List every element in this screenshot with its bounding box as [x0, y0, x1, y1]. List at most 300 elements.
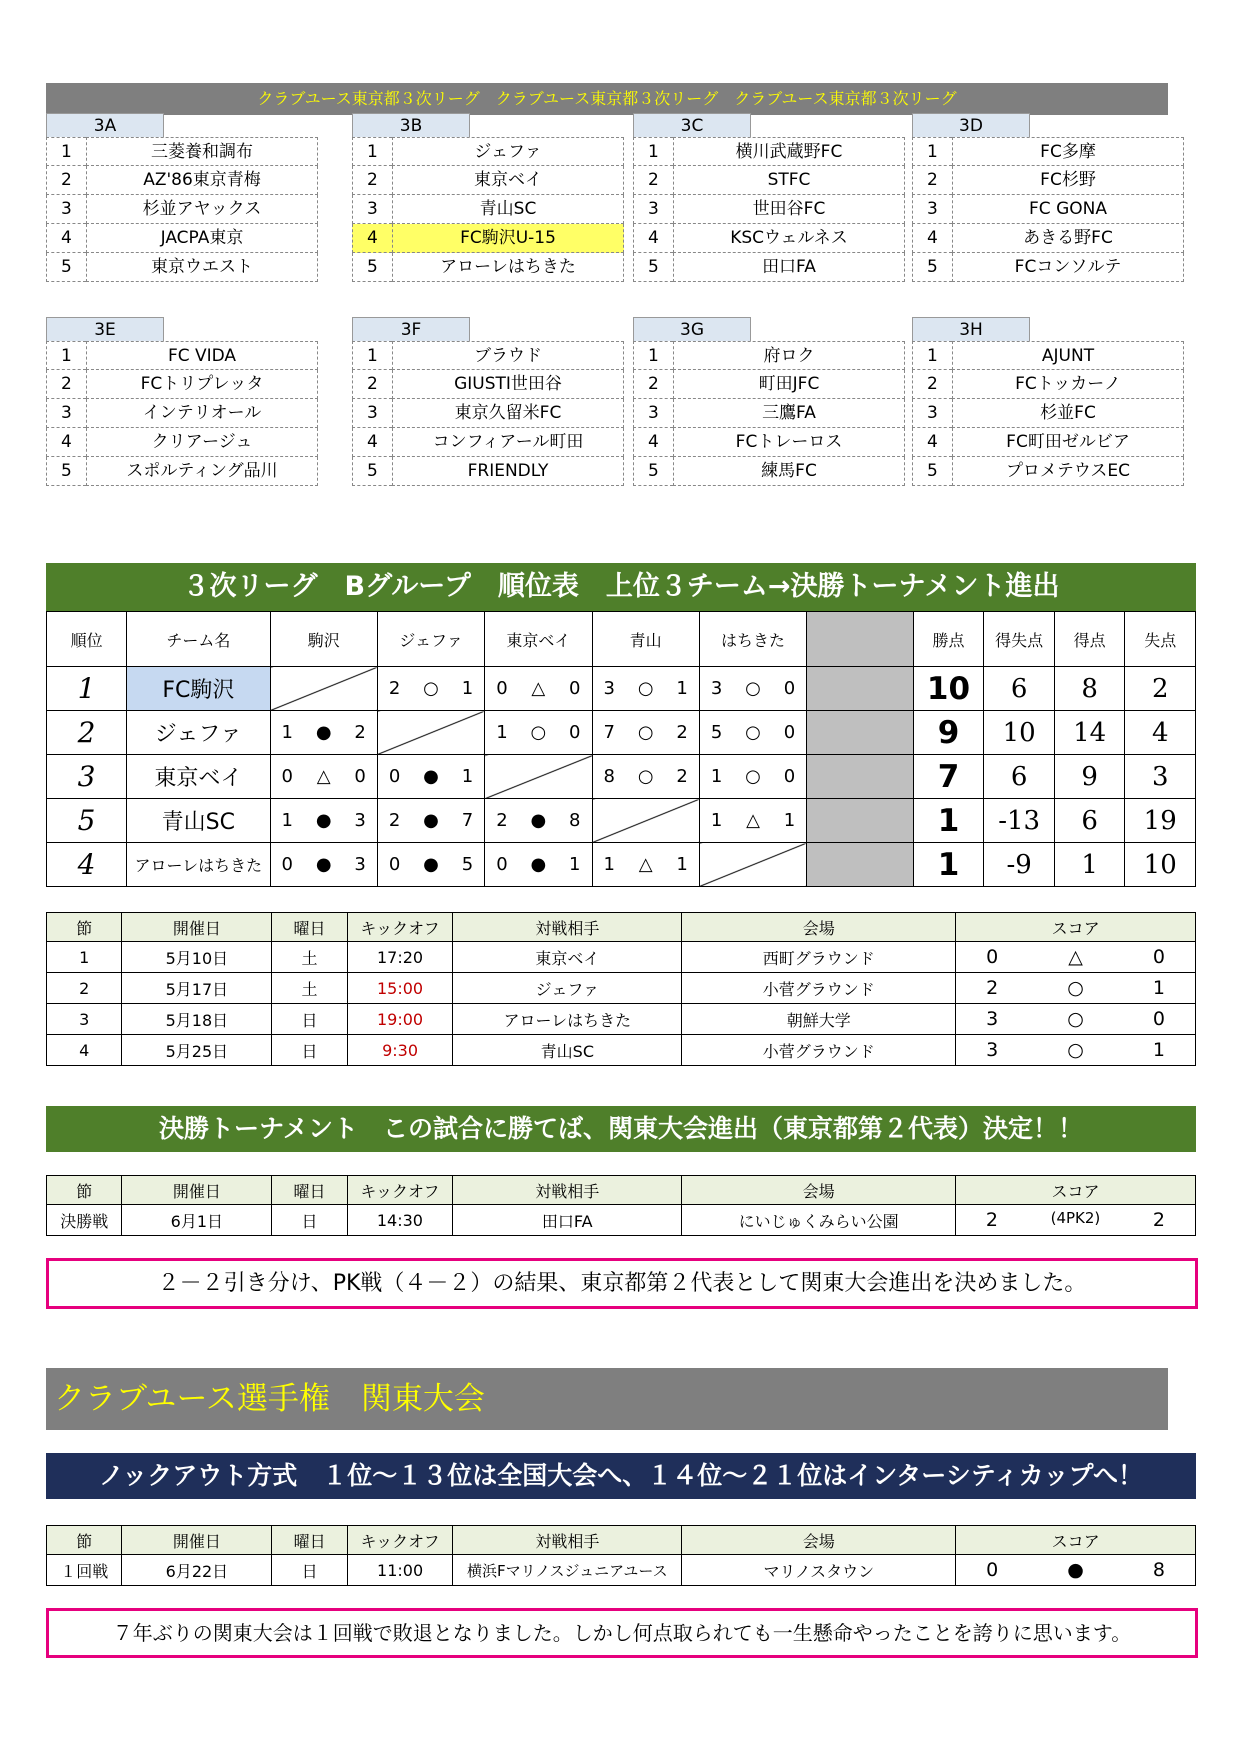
group-row [912, 224, 1184, 253]
fixture-row [47, 973, 1196, 1004]
team-name: あきる野FC [952, 224, 1184, 253]
group-row [46, 253, 318, 282]
col-header: チーム名 [127, 612, 270, 667]
fixture-row [47, 1205, 1196, 1236]
goals-for: 6 [1054, 799, 1125, 843]
team-name: FCトレーロス [673, 428, 905, 457]
kickoff-time: 9:30 [347, 1035, 452, 1066]
opponent: 東京ベイ [453, 942, 682, 973]
team-name: クリアージュ [86, 428, 318, 457]
team-name: FC駒沢U-15 [392, 224, 624, 253]
group-row [912, 195, 1184, 224]
standings-row [47, 711, 1196, 755]
empty-column [807, 612, 914, 667]
points: 1 [913, 799, 984, 843]
weekday: 土 [272, 973, 347, 1004]
group-name: 3B [352, 113, 470, 137]
team-name: ブラウド [392, 341, 624, 370]
venue: 西町グラウンド [682, 942, 956, 973]
col-header: 得点 [1054, 612, 1125, 667]
score [956, 1039, 1195, 1061]
col-header: 開催日 [122, 913, 272, 942]
rank: 4 [47, 843, 127, 887]
goal-difference: 6 [984, 755, 1055, 799]
result-mark: ○ [1067, 1039, 1084, 1061]
goals-against: 2 [1125, 667, 1196, 711]
col-header: 開催日 [122, 1176, 272, 1205]
team-name: 世田谷FC [673, 195, 905, 224]
venue: 朝鮮大学 [682, 1004, 956, 1035]
goals-for: 1 [1054, 843, 1125, 887]
group-row [46, 370, 318, 399]
match-date: 5月10日 [122, 942, 272, 973]
team-name: 東京ベイ [127, 755, 270, 799]
goal-difference: 6 [984, 667, 1055, 711]
empty-column [807, 843, 914, 887]
col-header: 会場 [682, 913, 956, 942]
team-name: FC多摩 [952, 137, 1184, 166]
goals: 2 [388, 810, 401, 831]
goals: 0 [354, 766, 366, 787]
match-result [699, 667, 806, 711]
rank: 1 [47, 667, 127, 711]
self-cell [699, 843, 806, 887]
goal-difference: -13 [984, 799, 1055, 843]
score [379, 766, 483, 787]
match-date: 6月22日 [122, 1555, 272, 1586]
match-date: 5月18日 [122, 1004, 272, 1035]
goals: 5 [461, 854, 474, 875]
goals: 1 [710, 810, 723, 831]
result-mark: △ [316, 766, 331, 787]
position-number: 3 [912, 399, 952, 428]
fixture-row [47, 1555, 1196, 1586]
goals: 1 [1152, 977, 1165, 999]
group-row [633, 341, 905, 370]
final-tournament-header: 決勝トーナメント この試合に勝てば、関東大会進出（東京都第２代表）決定！！ [46, 1106, 1196, 1152]
goals: 8 [569, 810, 581, 831]
team-name: 三鷹FA [673, 399, 905, 428]
match-result [377, 755, 484, 799]
col-header: 対戦相手 [453, 1526, 682, 1555]
goals: 5 [710, 722, 723, 743]
match-result [592, 667, 699, 711]
round: 3 [47, 1004, 122, 1035]
final-fixture-table [46, 1175, 1196, 1236]
goals-for: 9 [1054, 755, 1125, 799]
kickoff-time: 14:30 [347, 1205, 452, 1236]
standings-row [47, 755, 1196, 799]
score [594, 854, 698, 875]
score-cell [956, 1555, 1196, 1586]
points: 7 [913, 755, 984, 799]
result-mark: △ [638, 854, 653, 875]
score [486, 810, 590, 831]
kanto-fixture-table [46, 1525, 1196, 1586]
group-row [46, 195, 318, 224]
team-name: 府ロク [673, 341, 905, 370]
goals: 1 [603, 854, 615, 875]
group-name: 3E [46, 317, 164, 341]
team-name: STFC [673, 166, 905, 195]
team-name: 横川武蔵野FC [673, 137, 905, 166]
goals: 1 [1152, 1039, 1165, 1061]
goals: 0 [569, 722, 581, 743]
group-row [912, 166, 1184, 195]
goals: 0 [388, 854, 401, 875]
position-number: 4 [46, 224, 86, 253]
group-row [633, 224, 905, 253]
col-header: 青山 [592, 612, 699, 667]
col-header: 勝点 [913, 612, 984, 667]
result-mark: ● [530, 854, 547, 875]
goals: 0 [569, 678, 581, 699]
round: 4 [47, 1035, 122, 1066]
match-result [592, 843, 699, 887]
standings-row [47, 667, 1196, 711]
group-row [912, 253, 1184, 282]
venue: マリノスタウン [682, 1555, 956, 1586]
position-number: 4 [352, 428, 392, 457]
team-name: 田口FA [673, 253, 905, 282]
group-row [46, 428, 318, 457]
goals: 1 [569, 854, 581, 875]
position-number: 1 [46, 137, 86, 166]
team-name: スポルティング品川 [86, 457, 318, 486]
result-mark: ● [315, 810, 332, 831]
round: １回戦 [47, 1555, 122, 1586]
weekday: 日 [272, 1555, 347, 1586]
goals: 1 [676, 854, 688, 875]
position-number: 1 [352, 137, 392, 166]
weekday: 日 [272, 1035, 347, 1066]
group-row [46, 341, 318, 370]
score-cell [956, 1004, 1196, 1035]
group-row [46, 137, 318, 166]
group-row [912, 457, 1184, 486]
col-header: スコア [955, 1176, 1195, 1205]
position-number: 1 [912, 137, 952, 166]
result-mark: ● [315, 722, 332, 743]
goals: 7 [461, 810, 474, 831]
position-number: 2 [352, 166, 392, 195]
group-row [633, 253, 905, 282]
team-name: 東京ベイ [392, 166, 624, 195]
col-header: 曜日 [272, 1526, 347, 1555]
position-number: 4 [352, 224, 392, 253]
team-name: 東京ウエスト [86, 253, 318, 282]
team-name: アローレはちきた [392, 253, 624, 282]
match-date: 5月17日 [122, 973, 272, 1004]
col-header: 会場 [682, 1176, 956, 1205]
goals: 0 [783, 766, 796, 787]
team-name: プロメテウスEC [952, 457, 1184, 486]
empty-column [807, 711, 914, 755]
team-name: AZ'86東京青梅 [86, 166, 318, 195]
position-number: 2 [46, 370, 86, 399]
self-cell [377, 711, 484, 755]
points: 10 [913, 667, 984, 711]
match-result [270, 843, 377, 887]
opponent: 横浜Fマリノスジュニアユース [453, 1555, 682, 1586]
goals: 0 [986, 946, 999, 968]
team-name: FCコンソルテ [952, 253, 1184, 282]
round: 1 [47, 942, 122, 973]
position-number: 5 [912, 253, 952, 282]
result-mark: ● [315, 854, 332, 875]
team-name: 杉並アヤックス [86, 195, 318, 224]
col-header: 開催日 [122, 1526, 272, 1555]
fixture-row [47, 942, 1196, 973]
top-banner: クラブユース東京都３次リーグ クラブユース東京都３次リーグ クラブユース東京都３次リーグ [46, 83, 1168, 115]
group-name: 3D [912, 113, 1030, 137]
score [272, 722, 376, 743]
score [379, 810, 483, 831]
col-header: 順位 [47, 612, 127, 667]
team-name: FC VIDA [86, 341, 318, 370]
kickoff-time: 19:00 [347, 1004, 452, 1035]
position-number: 2 [352, 370, 392, 399]
weekday: 土 [272, 942, 347, 973]
fixture-row [47, 1004, 1196, 1035]
position-number: 1 [633, 137, 673, 166]
score [272, 766, 376, 787]
team-name: AJUNT [952, 341, 1184, 370]
group-3d [912, 113, 1184, 282]
match-date: 6月1日 [122, 1205, 272, 1236]
self-cell [592, 799, 699, 843]
position-number: 2 [46, 166, 86, 195]
position-number: 2 [912, 370, 952, 399]
position-number: 3 [912, 195, 952, 224]
result-mark: ● [530, 810, 547, 831]
venue: 小菅グラウンド [682, 1035, 956, 1066]
group-row [633, 457, 905, 486]
score [701, 678, 805, 699]
score [594, 722, 698, 743]
col-header: 失点 [1125, 612, 1196, 667]
result-mark: ● [423, 854, 439, 875]
group-row [352, 224, 624, 253]
weekday: 日 [272, 1004, 347, 1035]
group-row [352, 195, 624, 224]
group-row [912, 399, 1184, 428]
col-header: 会場 [682, 1526, 956, 1555]
goals: 2 [676, 766, 688, 787]
col-header: スコア [956, 913, 1196, 942]
team-name: JACPA東京 [86, 224, 318, 253]
position-number: 1 [633, 341, 673, 370]
group-row [46, 399, 318, 428]
score [701, 766, 805, 787]
position-number: 2 [912, 166, 952, 195]
rank: 3 [47, 755, 127, 799]
fixture-header-row [47, 1176, 1196, 1205]
group-row [352, 166, 624, 195]
position-number: 4 [633, 428, 673, 457]
rank: 2 [47, 711, 127, 755]
col-header: 得失点 [984, 612, 1055, 667]
team-name: KSCウェルネス [673, 224, 905, 253]
position-number: 3 [46, 195, 86, 224]
goals: 0 [783, 678, 796, 699]
position-number: 5 [352, 253, 392, 282]
score [486, 678, 590, 699]
group-name: 3A [46, 113, 164, 137]
result-mark: ○ [637, 766, 654, 787]
goals: 8 [603, 766, 615, 787]
round: 2 [47, 973, 122, 1004]
team-name: FCトッカーノ [952, 370, 1184, 399]
team-name: 三菱養和調布 [86, 137, 318, 166]
group-row [912, 137, 1184, 166]
group-row [912, 428, 1184, 457]
goals-against: 10 [1125, 843, 1196, 887]
result-mark: △ [746, 810, 760, 831]
goals: 0 [388, 766, 401, 787]
knockout-header: ノックアウト方式 １位～１３位は全国大会へ、１４位～２１位はインターシティカップへ！ [46, 1453, 1196, 1499]
team-name: 東京久留米FC [392, 399, 624, 428]
empty-column [807, 667, 914, 711]
position-number: 2 [633, 166, 673, 195]
team-name: インテリオール [86, 399, 318, 428]
position-number: 1 [352, 341, 392, 370]
goals-against: 3 [1125, 755, 1196, 799]
group-3f [352, 317, 624, 486]
group-row [352, 341, 624, 370]
goals: 3 [354, 810, 366, 831]
goals: 3 [710, 678, 723, 699]
score [956, 1209, 1195, 1231]
group-3c [633, 113, 905, 282]
position-number: 4 [912, 224, 952, 253]
goals: 2 [1152, 1209, 1165, 1231]
match-result [699, 711, 806, 755]
team-name: アローレはちきた [127, 843, 270, 887]
group-row [352, 457, 624, 486]
col-header: 節 [47, 1526, 122, 1555]
match-date: 5月25日 [122, 1035, 272, 1066]
match-result [270, 755, 377, 799]
position-number: 4 [912, 428, 952, 457]
group-row [633, 137, 905, 166]
opponent: アローレはちきた [453, 1004, 682, 1035]
match-result [270, 711, 377, 755]
score-cell [956, 973, 1196, 1004]
position-number: 3 [633, 399, 673, 428]
result-mark: ○ [530, 722, 547, 743]
goals: 0 [1152, 946, 1165, 968]
col-header: 駒沢 [270, 612, 377, 667]
goals: 2 [354, 722, 366, 743]
result-mark: ○ [1067, 977, 1084, 999]
match-result [485, 799, 592, 843]
col-header: 曜日 [272, 1176, 347, 1205]
score [956, 1008, 1195, 1030]
goals-for: 8 [1054, 667, 1125, 711]
empty-column [807, 755, 914, 799]
kickoff-time: 17:20 [347, 942, 452, 973]
goals: 3 [354, 854, 366, 875]
group-row [352, 428, 624, 457]
result-mark: ○ [637, 722, 654, 743]
result-mark: (4PK2) [1050, 1209, 1101, 1227]
result-mark: ○ [745, 722, 761, 743]
goals: 7 [603, 722, 615, 743]
goals-against: 4 [1125, 711, 1196, 755]
position-number: 1 [912, 341, 952, 370]
fixture-header-row [47, 913, 1196, 942]
col-header: 対戦相手 [453, 1176, 682, 1205]
goals: 1 [783, 810, 796, 831]
self-cell [270, 667, 377, 711]
venue: 小菅グラウンド [682, 973, 956, 1004]
team-name: FC GONA [952, 195, 1184, 224]
standings-table [46, 611, 1196, 887]
position-number: 5 [633, 253, 673, 282]
col-header: はちきた [699, 612, 806, 667]
team-name: FCトリプレッタ [86, 370, 318, 399]
team-name: 杉並FC [952, 399, 1184, 428]
group-3e [46, 317, 318, 486]
goals: 8 [1152, 1559, 1165, 1581]
score-cell [956, 1035, 1196, 1066]
group-row [633, 370, 905, 399]
position-number: 5 [912, 457, 952, 486]
result-mark: ● [423, 810, 439, 831]
position-number: 2 [633, 370, 673, 399]
goals: 2 [985, 1209, 998, 1231]
goals: 1 [281, 722, 293, 743]
kickoff-time: 11:00 [347, 1555, 452, 1586]
goals: 0 [281, 854, 293, 875]
goals: 0 [783, 722, 796, 743]
opponent: ジェファ [453, 973, 682, 1004]
score [701, 722, 805, 743]
result-mark: △ [531, 678, 546, 699]
score [594, 678, 698, 699]
position-number: 4 [46, 428, 86, 457]
score [486, 854, 590, 875]
col-header: 節 [47, 1176, 122, 1205]
goal-difference: -9 [984, 843, 1055, 887]
position-number: 3 [352, 399, 392, 428]
team-name: GIUSTI世田谷 [392, 370, 624, 399]
goals-against: 19 [1125, 799, 1196, 843]
standings-row [47, 843, 1196, 887]
col-header: 曜日 [272, 913, 347, 942]
goals: 1 [710, 766, 723, 787]
result-mark: ○ [637, 678, 654, 699]
team-name: FC町田ゼルビア [952, 428, 1184, 457]
score-cell [955, 1205, 1195, 1236]
fixture-header-row [47, 1526, 1196, 1555]
position-number: 5 [352, 457, 392, 486]
group-row [352, 137, 624, 166]
goals: 1 [496, 722, 508, 743]
col-header: 対戦相手 [453, 913, 682, 942]
match-result [699, 755, 806, 799]
points: 9 [913, 711, 984, 755]
goals: 0 [986, 1559, 999, 1581]
score [486, 722, 590, 743]
goals: 0 [496, 854, 508, 875]
team-name: ジェファ [392, 137, 624, 166]
result-mark: ○ [423, 678, 439, 699]
goals: 0 [1152, 1008, 1165, 1030]
self-cell [485, 755, 592, 799]
group-name: 3G [633, 317, 751, 341]
